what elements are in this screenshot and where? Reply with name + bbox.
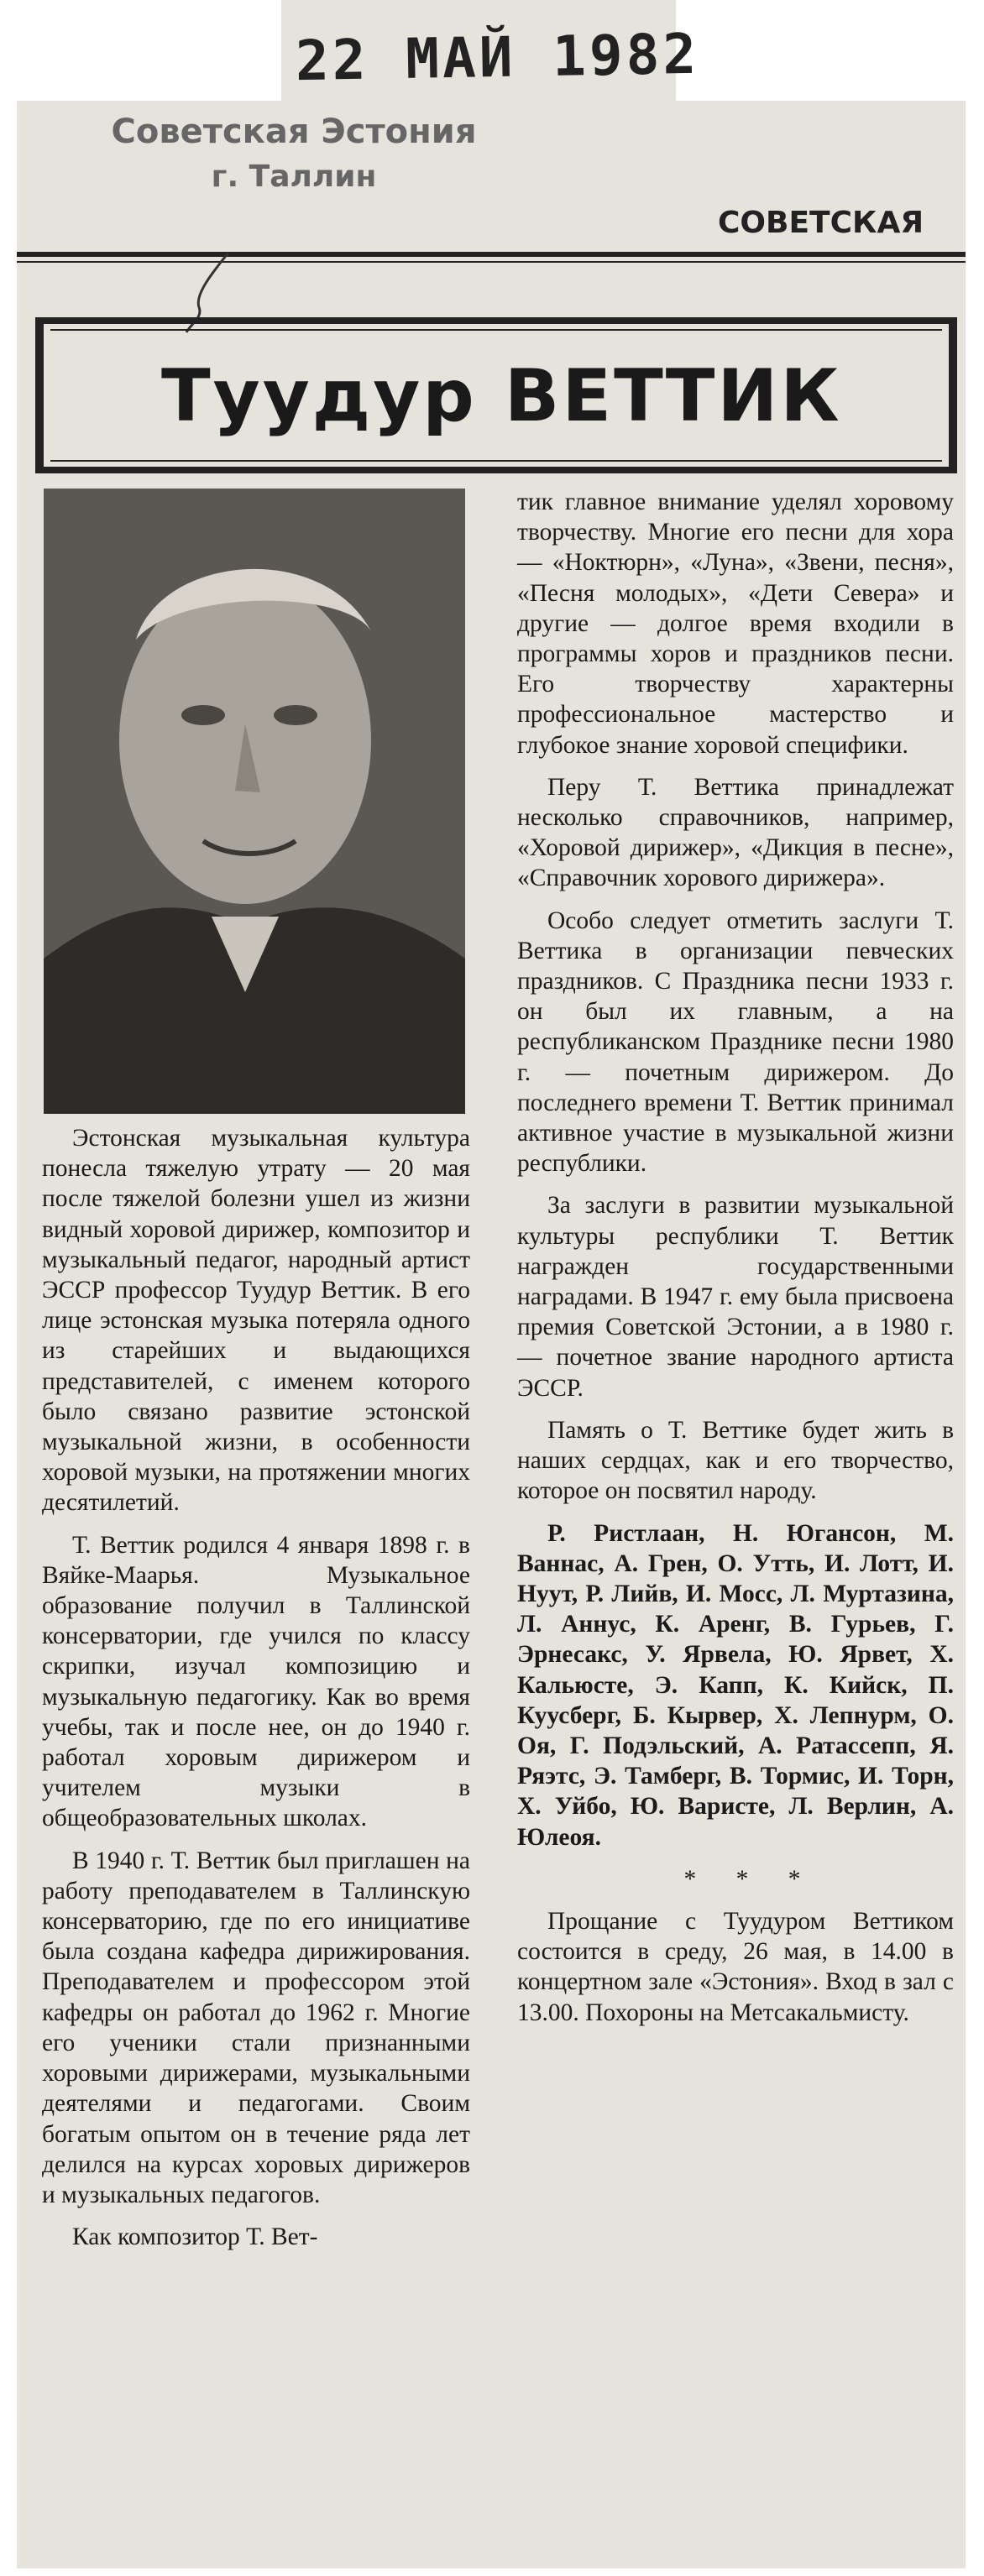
source-stamp-newspaper: Советская Эстония xyxy=(111,112,477,151)
source-stamp-city: г. Таллин xyxy=(211,159,377,194)
article-paragraph: Перу Т. Веттика принадлежат несколько справочников, например, «Хоровой дирижер», «Дикция в песне», «Справочник хорового дирижера». xyxy=(517,773,954,892)
signatures: Р. Ристлаан, Н. Югансон, М. Ваннас, А. Грен, О. Утть, И. Лотт, И. Нуут, Р. Лийв, И. Мосс, Л. Муртазина, Л. Аннус, К. Аренг, В. Гурьев, Г. Эрнесакс, У. Ярвела, Ю. Ярвет, Х. Кальюсте, Э. Капп, К. Кийск, П. Куусберг, Б. Кырвер, Х. Лепнурм, О. Оя, Г. Подэльский, А. Ратассепп, Я. Ряэтс, Э. Тамберг, В. Тормис, И. Торн, Х. Уйбо, Ю. Вариcте, Л. Верлин, А. Юлеоя. xyxy=(517,1519,954,1851)
portrait-illustration xyxy=(44,489,465,1114)
portrait-photo xyxy=(44,489,465,1114)
article-paragraph: Как композитор Т. Вет- xyxy=(72,2223,318,2251)
section-separator: * * * xyxy=(683,1865,818,1893)
article-paragraph: Эстонская музыкальная культура понесла тяжелую утрату — 20 мая после тяжелой болезни ушел из жизни видный хоровой дирижер, композитор и музыкальный педагог, народный артист ЭССР профессор Туудур Веттик. В его лице эстонская музыка потеряла одного из старейших и выдающихся представителей, с именем которого было связано развитие эстонской музыкальной жизни, в особенности хоровой музыки, на протяжении многих десятилетий. xyxy=(42,1125,470,1517)
article-paragraph: В 1940 г. Т. Веттик был приглашен на работу преподавателем в Таллинскую консерваторию, где по его инициативе была создана кафедра дирижирования. Преподавателем и профессором этой кафедры он работал до 1962 г. Многие его ученики стали признанными хоровыми дирижерами, музыкальными деятелями и педагогами. Своим богатым опытом он в течение ряда лет делился на курсах хоровых дирижеров и музыкальных педагогов. xyxy=(42,1847,470,2208)
headline: Туудур ВЕТТИК xyxy=(161,354,842,438)
article-paragraph: Память о Т. Веттике будет жить в наших сердцах, как и его творчество, которое он посвятил народу. xyxy=(517,1416,954,1505)
funeral-notice: Прощание с Туудуром Веттиком состоится в среду, 26 мая, в 14.00 в концертном зале «Эстония». Вход в зал с 13.00. Похороны на Метсакальмисту. xyxy=(517,1907,954,2026)
source-stamp xyxy=(76,109,512,200)
article-right-column xyxy=(517,487,954,2040)
newspaper-masthead: СОВЕТСКАЯ xyxy=(718,206,924,240)
article-paragraph: Особо следует отметить заслуги Т. Веттика в организации певческих праздников. С Праздника песни 1933 г. он был их главным, а на республиканском Празднике песни 1980 г. — почетным дирижером. До последнего времени Т. Веттик принимал активное участие в музыкальной жизни республики. xyxy=(517,907,954,1178)
top-rule xyxy=(17,252,966,257)
article-left-column xyxy=(42,1123,470,2264)
headline-frame xyxy=(35,317,957,473)
date-stamp: 22 МАЙ 1982 xyxy=(295,21,700,94)
article-paragraph-continued: тик главное внимание уделял хоровому творчеству. Многие его песни для хора — «Ноктюрн», «Луна», «Звени, песня», «Песня молодых», «Дети Севера» и другие — долгое время входили в программы хоров и праздников песни. Его творчеству характерны профессиональное мастерство и глубокое знание хоровой специфики. xyxy=(517,489,954,759)
article-paragraph: Т. Веттик родился 4 января 1898 г. в Вяйке-Маарья. Музыкальное образование получил в Таллинской консерватории, где учился по классу скрипки, изучал композицию и музыкальную педагогику. Как во время учебы, так и после нее, он до 1940 г. работал хоровым дирижером и учителем музыки в общеобразовательных школах. xyxy=(42,1531,470,1832)
article-paragraph: За заслуги в развитии музыкальной культуры республики Т. Веттик награжден государственными наградами. В 1947 г. ему была присвоена премия Советской Эстонии, а в 1980 г. — почетное звание народного артиста ЭССР. xyxy=(517,1192,954,1402)
top-rule-thin xyxy=(17,261,966,263)
